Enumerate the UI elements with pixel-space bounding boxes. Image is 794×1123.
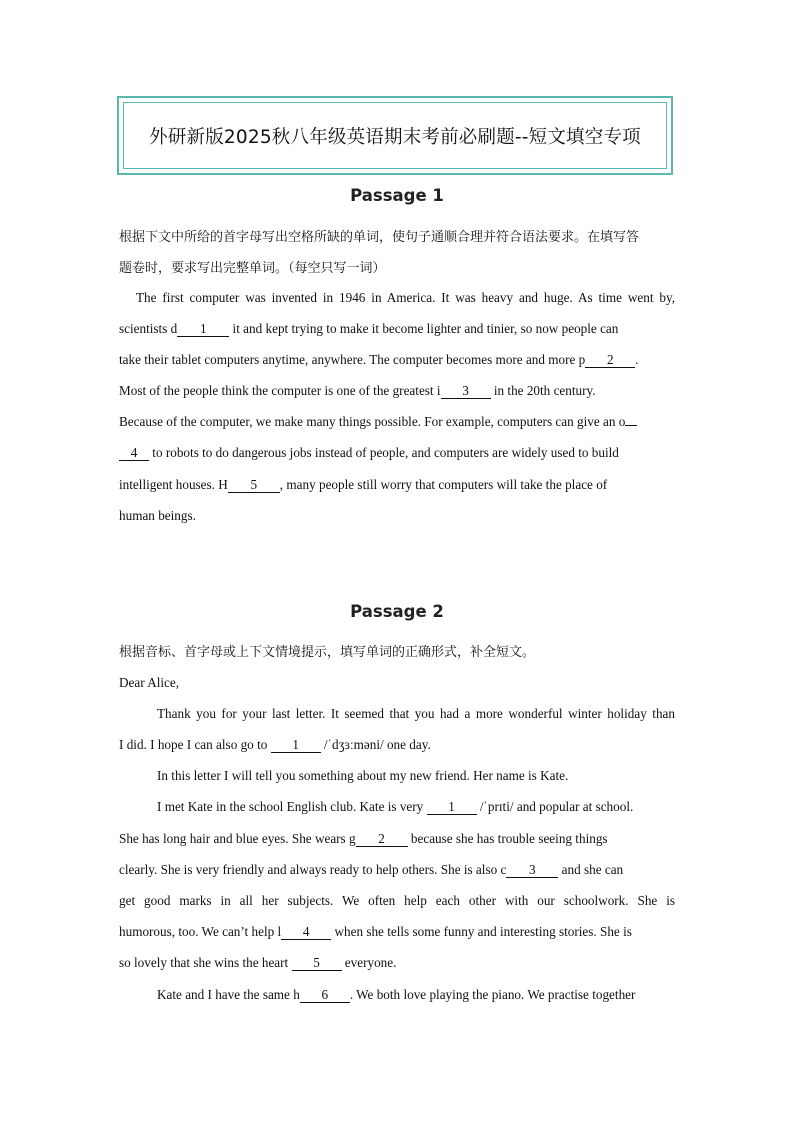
blank-4[interactable]: 4: [281, 925, 331, 940]
blank-1[interactable]: 1: [177, 322, 229, 337]
blank-4[interactable]: 4: [119, 446, 149, 461]
blank-3[interactable]: 3: [441, 384, 491, 399]
text-segment: to robots to do dangerous jobs instead of people, and computers are widely used to build: [149, 445, 619, 460]
text-segment: everyone.: [341, 955, 397, 970]
title-box: [117, 96, 673, 175]
passage-2-line-1: Thank you for your last letter. It seemed that you had a more wonderful winter holiday than: [157, 706, 675, 721]
passage-1-line-2: [119, 319, 675, 339]
passage-1-line-1: The first computer was invented in 1946 in America. It was heavy and huge. As time went by,: [136, 290, 675, 305]
text-segment: /ˈprɪti/ and popular at school.: [476, 799, 634, 814]
document-title: 外研新版2025秋八年级英语期末考前必刷题--短文填空专项: [149, 126, 641, 148]
text-segment: /ˈdʒɜːməni/ one day.: [320, 737, 431, 752]
blank-2[interactable]: 2: [356, 832, 408, 847]
text-segment: Kate and I have the same h: [157, 987, 300, 1002]
passage-1-line-6: [119, 443, 675, 463]
passage-1-instruction-line-1: 根据下文中所给的首字母写出空格所缺的单词，使句子通顺合理并符合语法要求。在填写答: [119, 230, 640, 245]
text-segment: She has long hair and blue eyes. She wears g: [119, 831, 356, 846]
passage-1-line-3: [119, 350, 675, 370]
text-segment: I met Kate in the school English club. Kate is very: [157, 799, 427, 814]
passage-2-title: Passage 2: [350, 602, 444, 621]
text-segment: because she has trouble seeing things: [407, 831, 608, 846]
blank-5[interactable]: 5: [228, 478, 280, 493]
text-segment: and she can: [558, 862, 624, 877]
letter-greeting: Dear Alice,: [119, 675, 180, 690]
passage-2-instruction: 根据音标、首字母或上下文情境提示，填写单词的正确形式，补全短文。: [119, 645, 536, 660]
title-box-inner: [123, 102, 667, 169]
text-segment: clearly. She is very friendly and always ready to help others. She is also c: [119, 862, 507, 877]
passage-1-line-4: [119, 381, 675, 401]
text-segment: I did. I hope I can also go to: [119, 737, 271, 752]
passage-2-line-3: In this letter I will tell you something about my new friend. Her name is Kate.: [157, 768, 569, 783]
blank-6[interactable]: 6: [300, 988, 350, 1003]
passage-2-line-8: [119, 922, 675, 942]
blank-3[interactable]: 3: [506, 863, 558, 878]
text-segment: Most of the people think the computer is one of the greatest i: [119, 383, 441, 398]
text-segment: Because of the computer, we make many things possible. For example, computers can give an o: [119, 414, 626, 429]
passage-2-line-9: [119, 953, 675, 973]
passage-1-line-7: [119, 475, 675, 495]
passage-1-line-8: human beings.: [119, 508, 196, 523]
blank-5[interactable]: 5: [292, 956, 342, 971]
text-segment: when she tells some funny and interesting stories. She is: [331, 924, 632, 939]
blank-1[interactable]: 1: [271, 738, 321, 753]
text-segment: .: [635, 352, 639, 367]
blank-4-start[interactable]: [625, 425, 637, 426]
passage-2-line-2: [119, 735, 675, 755]
passage-1-title: Passage 1: [350, 186, 444, 205]
text-segment: it and kept trying to make it become lighter and tinier, so now people can: [229, 321, 619, 336]
passage-2-line-4: [157, 797, 675, 817]
blank-1-second[interactable]: 1: [427, 800, 477, 815]
passage-2-line-10: [157, 985, 675, 1005]
passage-1-instruction-line-2: 题卷时，要求写出完整单词。（每空只写一词）: [119, 261, 386, 276]
text-segment: take their tablet computers anytime, anywhere. The computer becomes more and more p: [119, 352, 586, 367]
text-segment: scientists d: [119, 321, 178, 336]
blank-2[interactable]: 2: [585, 353, 635, 368]
text-segment: humorous, too. We can’t help l: [119, 924, 282, 939]
passage-2-line-6: [119, 860, 675, 880]
passage-2-line-7: get good marks in all her subjects. We often help each other with our schoolwork. She is: [119, 893, 675, 908]
text-segment: so lovely that she wins the heart: [119, 955, 292, 970]
text-segment: , many people still worry that computers will take the place of: [279, 477, 608, 492]
text-segment: . We both love playing the piano. We practise together: [349, 987, 636, 1002]
text-segment: in the 20th century.: [490, 383, 596, 398]
text-segment: intelligent houses. H: [119, 477, 228, 492]
passage-2-line-5: [119, 829, 675, 849]
passage-1-line-5: [119, 412, 675, 432]
